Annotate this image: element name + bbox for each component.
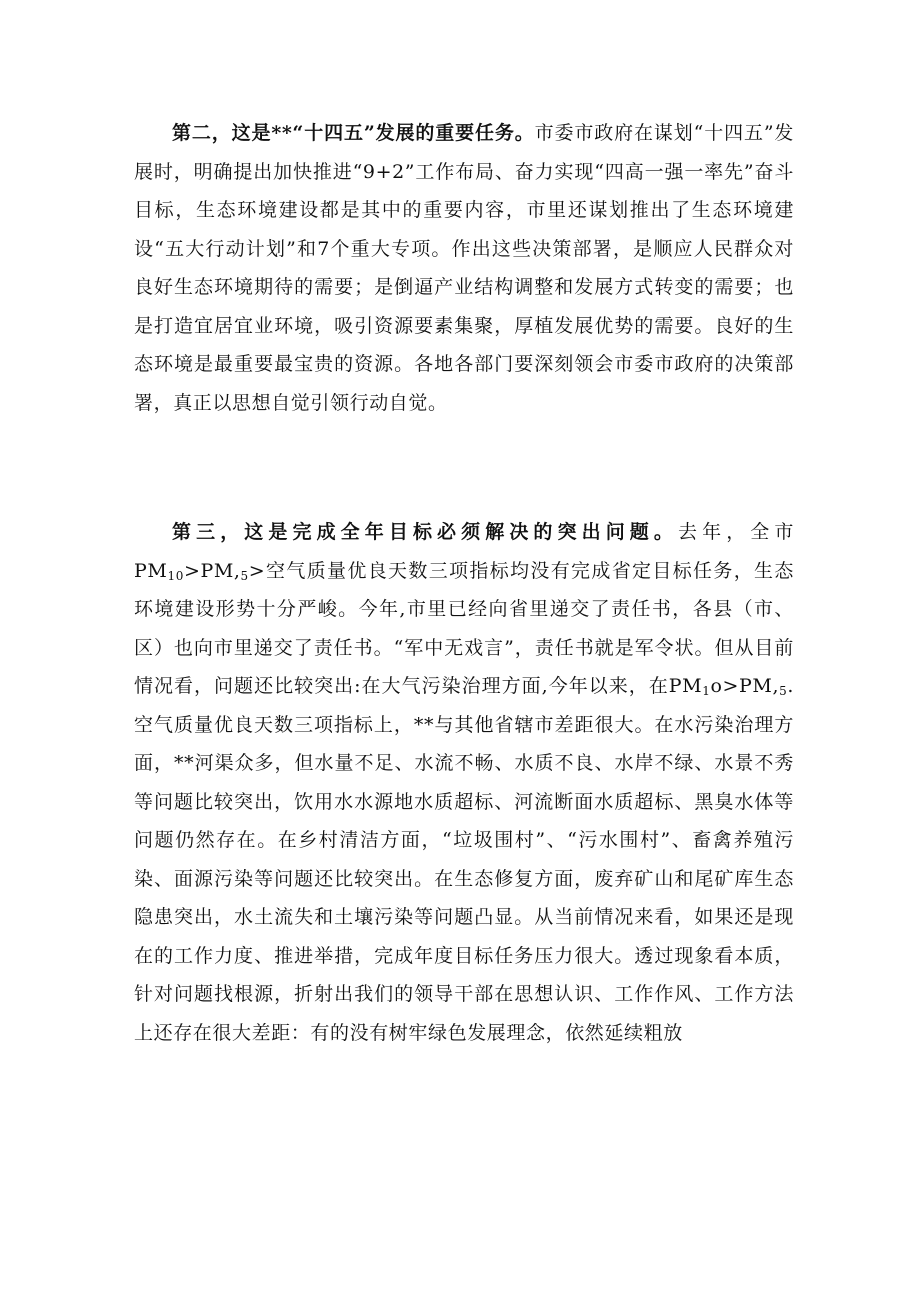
paragraph-lead-bold: 第二，这是**“十四五”发展的重要任务。 — [172, 122, 535, 144]
paragraph-body-part: 去年，全市PM — [134, 521, 794, 582]
paragraph-third-point — [134, 513, 794, 1052]
paragraph-body-part: .空气质量优良天数三项指标上，**与其他省辖市差距很大。在水污染治理方面，**河渠众多，但水量不足、水流不畅、水质不良、水岸不绿、水景不秀等问题比较突出，饮用水水源地水质超标、河流断面水质超标、黑臭水体等问题仍然存在。在乡村清洁方面，“垃圾围村”、“污水围村”、畜禽养殖污染、面源污染等问题还比较突出。在生态修复方面，废弃矿山和尾矿库生态隐患突出，水土流失和土壤污染等问题凸显。从当前情况来看，如果还是现在的工作力度、推进举措，完成年度目标任务压力很大。透过现象看本质，针对问题找根源，折射出我们的领导干部在思想认识、工作作风、工作方法上还存在很大差距：有的没有树牢绿色发展理念，依然延续粗放 — [134, 675, 794, 1044]
paragraph-body: 市委市政府在谋划“十四五”发展时，明确提出加快推进“9+2”工作布局、奋力实现“四高一强一率先”奋斗目标，生态环境建设都是其中的重要内容，市里还谋划推出了生态环境建设“五大行动计划”和7个重大专项。作出这些决策部署，是顺应人民群众对良好生态环境期待的需要；是倒逼产业结构调整和发展方式转变的需要；也是打造宜居宜业环境，吸引资源要素集聚，厚植发展优势的需要。良好的生态环境是最重要最宝贵的资源。各地各部门要深刻领会市委市政府的决策部署，真正以思想自觉引领行动自觉。 — [134, 122, 795, 414]
paragraph-body-part: >PM, — [183, 559, 241, 582]
pm-subscript: 10 — [167, 568, 184, 583]
paragraph-second-point — [134, 114, 794, 422]
paragraph-body-part: >空气质量优良天数三项指标均没有完成省定目标任务，生态环境建设形势十分严峻。今年,市里已经向省里递交了责任书，各县（市、区）也向市里递交了责任书。“军中无戏言”，责任书就是军令状。但从目前情况看，问题还比较突出:在大气污染治理方面,今年以来，在PM — [134, 559, 794, 697]
paragraph-lead-bold: 第三，这是完成全年目标必须解决的突出问题。 — [172, 521, 678, 543]
pm-subscript: 5 — [240, 568, 249, 583]
pm-subscript: 1 — [702, 684, 711, 698]
pm-subscript: 5 — [779, 684, 788, 698]
paragraph-body-part: o>PM, — [710, 675, 780, 697]
